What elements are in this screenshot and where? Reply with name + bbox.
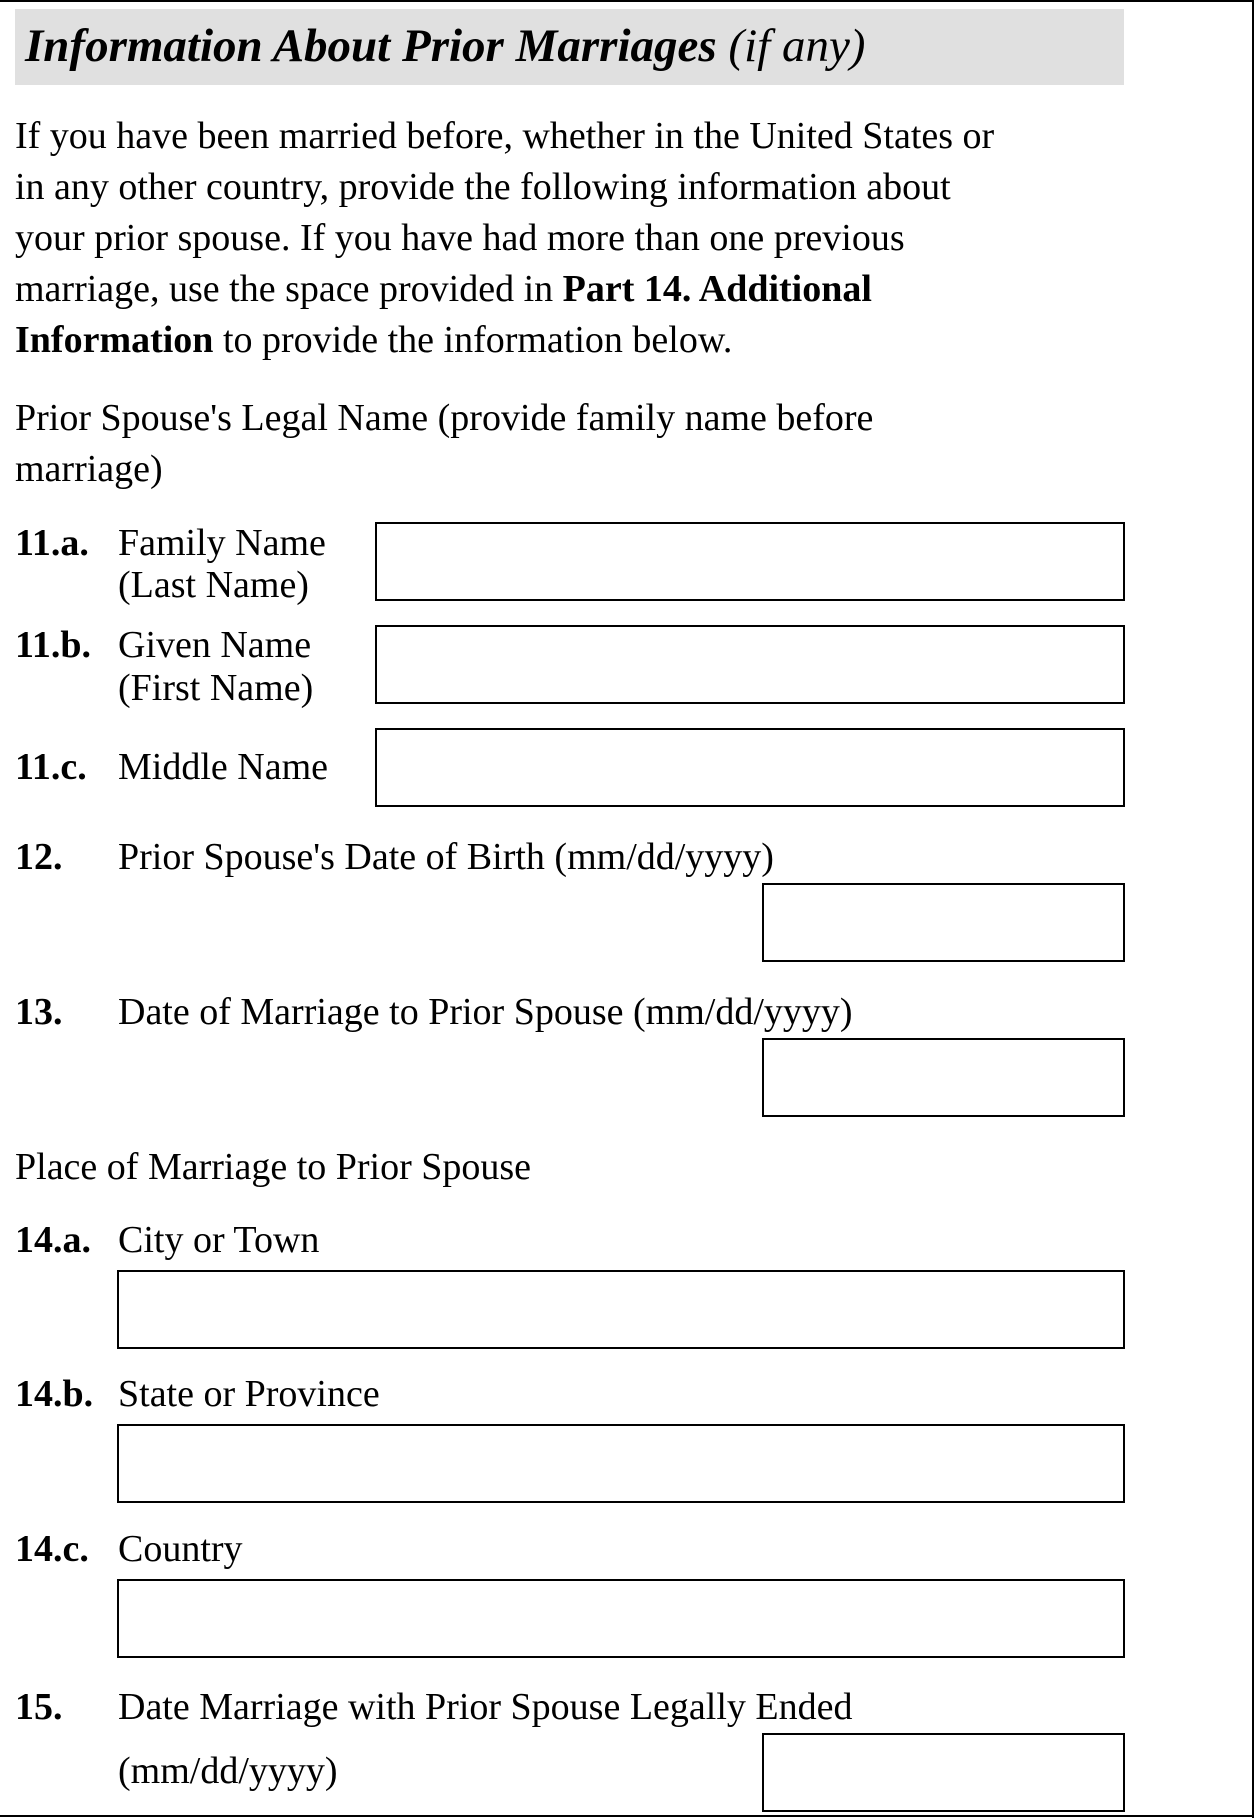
marriage-ended-format: (mm/dd/yyyy) bbox=[118, 1750, 338, 1792]
intro-part-reference-cont: Information bbox=[15, 319, 214, 361]
intro-part-reference: Part 14. Additional bbox=[562, 268, 872, 310]
country-input[interactable] bbox=[117, 1579, 1125, 1658]
item-11b-number: 11.b. bbox=[15, 624, 92, 666]
marriage-ended-input[interactable] bbox=[762, 1733, 1125, 1812]
marriage-date-input[interactable] bbox=[762, 1038, 1125, 1117]
intro-line-5-text: to provide the information below. bbox=[213, 319, 733, 361]
intro-line-1: If you have been married before, whether in the United States or bbox=[15, 115, 995, 157]
item-13-number: 13. bbox=[15, 991, 63, 1033]
city-input[interactable] bbox=[117, 1270, 1125, 1349]
spouse-name-heading-line-1: Prior Spouse's Legal Name (provide family name before bbox=[15, 397, 874, 439]
item-14a-number: 14.a. bbox=[15, 1219, 91, 1261]
family-name-sublabel: (Last Name) bbox=[118, 564, 309, 606]
middle-name-input[interactable] bbox=[375, 728, 1125, 807]
item-15-number: 15. bbox=[15, 1686, 63, 1728]
middle-name-label: Middle Name bbox=[118, 746, 329, 788]
spouse-name-heading-line-2: marriage) bbox=[15, 448, 163, 490]
marriage-date-label: Date of Marriage to Prior Spouse (mm/dd/yyyy) bbox=[118, 991, 853, 1033]
place-of-marriage-heading: Place of Marriage to Prior Spouse bbox=[15, 1146, 532, 1188]
state-label: State or Province bbox=[118, 1373, 380, 1415]
item-12-number: 12. bbox=[15, 836, 63, 878]
section-title bbox=[25, 17, 865, 75]
intro-line-5 bbox=[15, 315, 994, 366]
intro-line-4-text: marriage, use the space provided in bbox=[15, 268, 563, 310]
item-14c-number: 14.c. bbox=[15, 1528, 89, 1570]
top-border-line bbox=[0, 0, 1254, 2]
dob-input[interactable] bbox=[762, 883, 1125, 962]
state-input[interactable] bbox=[117, 1424, 1125, 1503]
family-name-label: Family Name bbox=[118, 522, 326, 564]
country-label: Country bbox=[118, 1528, 243, 1570]
section-title-main: Information About Prior Marriages bbox=[25, 20, 717, 72]
given-name-sublabel: (First Name) bbox=[118, 667, 314, 709]
given-name-input[interactable] bbox=[375, 625, 1125, 704]
given-name-label: Given Name bbox=[118, 624, 312, 666]
intro-paragraph bbox=[15, 111, 994, 366]
intro-line-3: your prior spouse. If you have had more than one previous bbox=[15, 217, 905, 259]
city-label: City or Town bbox=[118, 1219, 320, 1261]
item-11a-number: 11.a. bbox=[15, 522, 89, 564]
marriage-ended-label: Date Marriage with Prior Spouse Legally Ended bbox=[118, 1686, 853, 1728]
item-11c-number: 11.c. bbox=[15, 746, 87, 788]
spouse-name-heading bbox=[15, 393, 873, 495]
section-header bbox=[15, 9, 1124, 85]
bottom-border-line bbox=[0, 1815, 1254, 1817]
intro-line-4 bbox=[15, 264, 994, 315]
item-14b-number: 14.b. bbox=[15, 1373, 94, 1415]
family-name-input[interactable] bbox=[375, 522, 1125, 601]
section-title-parenthetical: (if any) bbox=[728, 20, 866, 72]
dob-label: Prior Spouse's Date of Birth (mm/dd/yyyy) bbox=[118, 836, 774, 878]
intro-line-2: in any other country, provide the following information about bbox=[15, 166, 951, 208]
